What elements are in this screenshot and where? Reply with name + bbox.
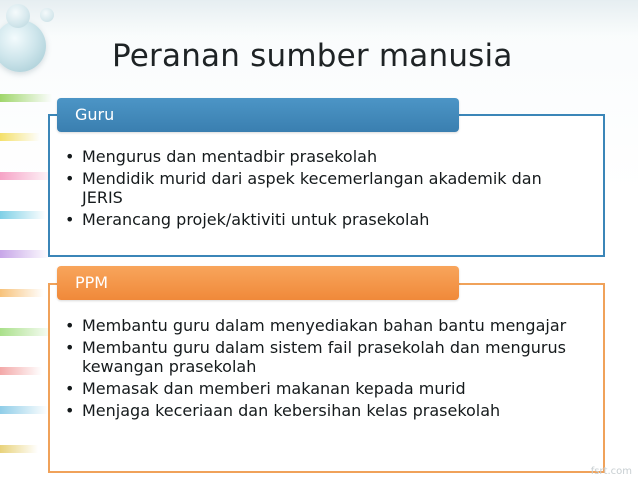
decorative-stripe bbox=[0, 367, 42, 375]
decorative-stripe bbox=[0, 406, 48, 414]
bullet-icon: • bbox=[65, 169, 75, 188]
decorative-stripe bbox=[0, 328, 54, 336]
decorative-stripe bbox=[0, 94, 52, 102]
list-item bbox=[62, 316, 592, 335]
guru-heading: Guru bbox=[57, 98, 459, 132]
decorative-stripe bbox=[0, 289, 44, 297]
list-item-text: Merancang projek/aktiviti untuk prasekolah bbox=[82, 210, 430, 229]
bullet-icon: • bbox=[65, 210, 75, 229]
list-item bbox=[62, 379, 592, 398]
bullet-icon: • bbox=[65, 316, 75, 335]
list-item-text: Membantu guru dalam sistem fail prasekolah dan mengurus kewangan prasekolah bbox=[82, 338, 566, 376]
decorative-stripe bbox=[0, 211, 46, 219]
guru-list bbox=[62, 147, 562, 232]
bullet-icon: • bbox=[65, 401, 75, 420]
slide-title: Peranan sumber manusia bbox=[112, 38, 513, 74]
watermark: fsrt.com bbox=[590, 466, 632, 477]
decorative-stripe bbox=[0, 250, 50, 258]
bullet-icon: • bbox=[65, 147, 75, 166]
list-item-text: Mengurus dan mentadbir prasekolah bbox=[82, 147, 378, 166]
list-item bbox=[62, 169, 562, 207]
glass-sphere-icon bbox=[6, 4, 30, 28]
list-item bbox=[62, 401, 592, 420]
glass-sphere-icon bbox=[40, 8, 54, 22]
list-item-text: Membantu guru dalam menyediakan bahan bantu mengajar bbox=[82, 316, 567, 335]
ppm-list bbox=[62, 316, 592, 423]
bullet-icon: • bbox=[65, 338, 75, 357]
list-item bbox=[62, 210, 562, 229]
list-item bbox=[62, 147, 562, 166]
top-band bbox=[0, 0, 638, 36]
list-item bbox=[62, 338, 592, 376]
list-item-text: Memasak dan memberi makanan kepada murid bbox=[82, 379, 466, 398]
bullet-icon: • bbox=[65, 379, 75, 398]
decorative-stripe bbox=[0, 445, 38, 453]
ppm-heading: PPM bbox=[57, 266, 459, 300]
glass-sphere-icon bbox=[0, 20, 46, 72]
decorative-stripe bbox=[0, 133, 40, 141]
list-item-text: Menjaga keceriaan dan kebersihan kelas prasekolah bbox=[82, 401, 501, 420]
list-item-text: Mendidik murid dari aspek kecemerlangan akademik dan JERIS bbox=[82, 169, 542, 207]
